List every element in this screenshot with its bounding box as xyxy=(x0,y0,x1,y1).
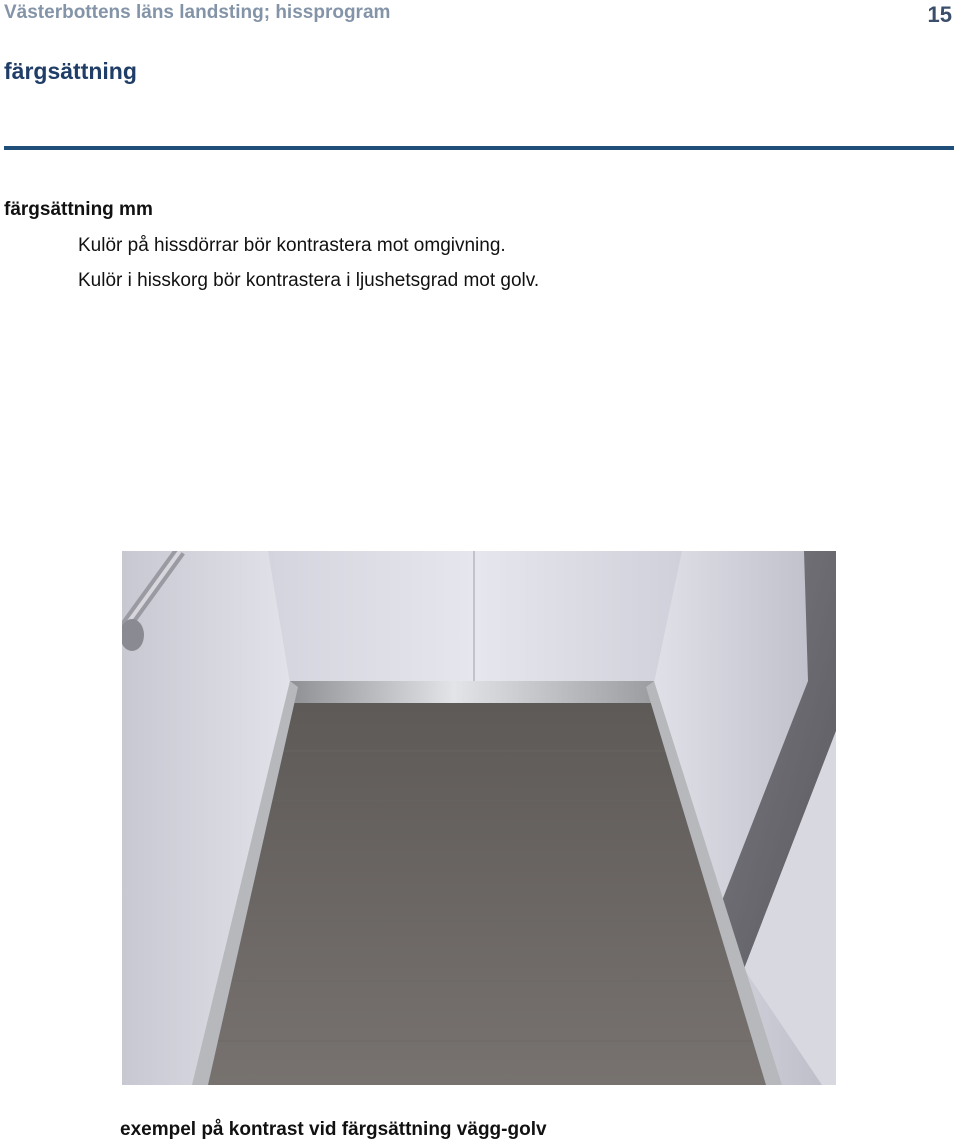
header-divider xyxy=(4,146,954,150)
section-title: färgsättning xyxy=(4,58,137,84)
body-text-line: Kulör på hissdörrar bör kontrastera mot omgivning. xyxy=(78,235,506,256)
page-number: 15 xyxy=(927,2,952,27)
subsection-title: färgsättning mm xyxy=(4,199,153,220)
document-title: Västerbottens läns landsting; hissprogram xyxy=(4,2,391,23)
elevator-car-photo xyxy=(122,551,836,1085)
figure-caption: exempel på kontrast vid färgsättning vägg-golv xyxy=(120,1119,547,1140)
body-text-line: Kulör i hisskorg bör kontrastera i ljushetsgrad mot golv. xyxy=(78,270,540,291)
